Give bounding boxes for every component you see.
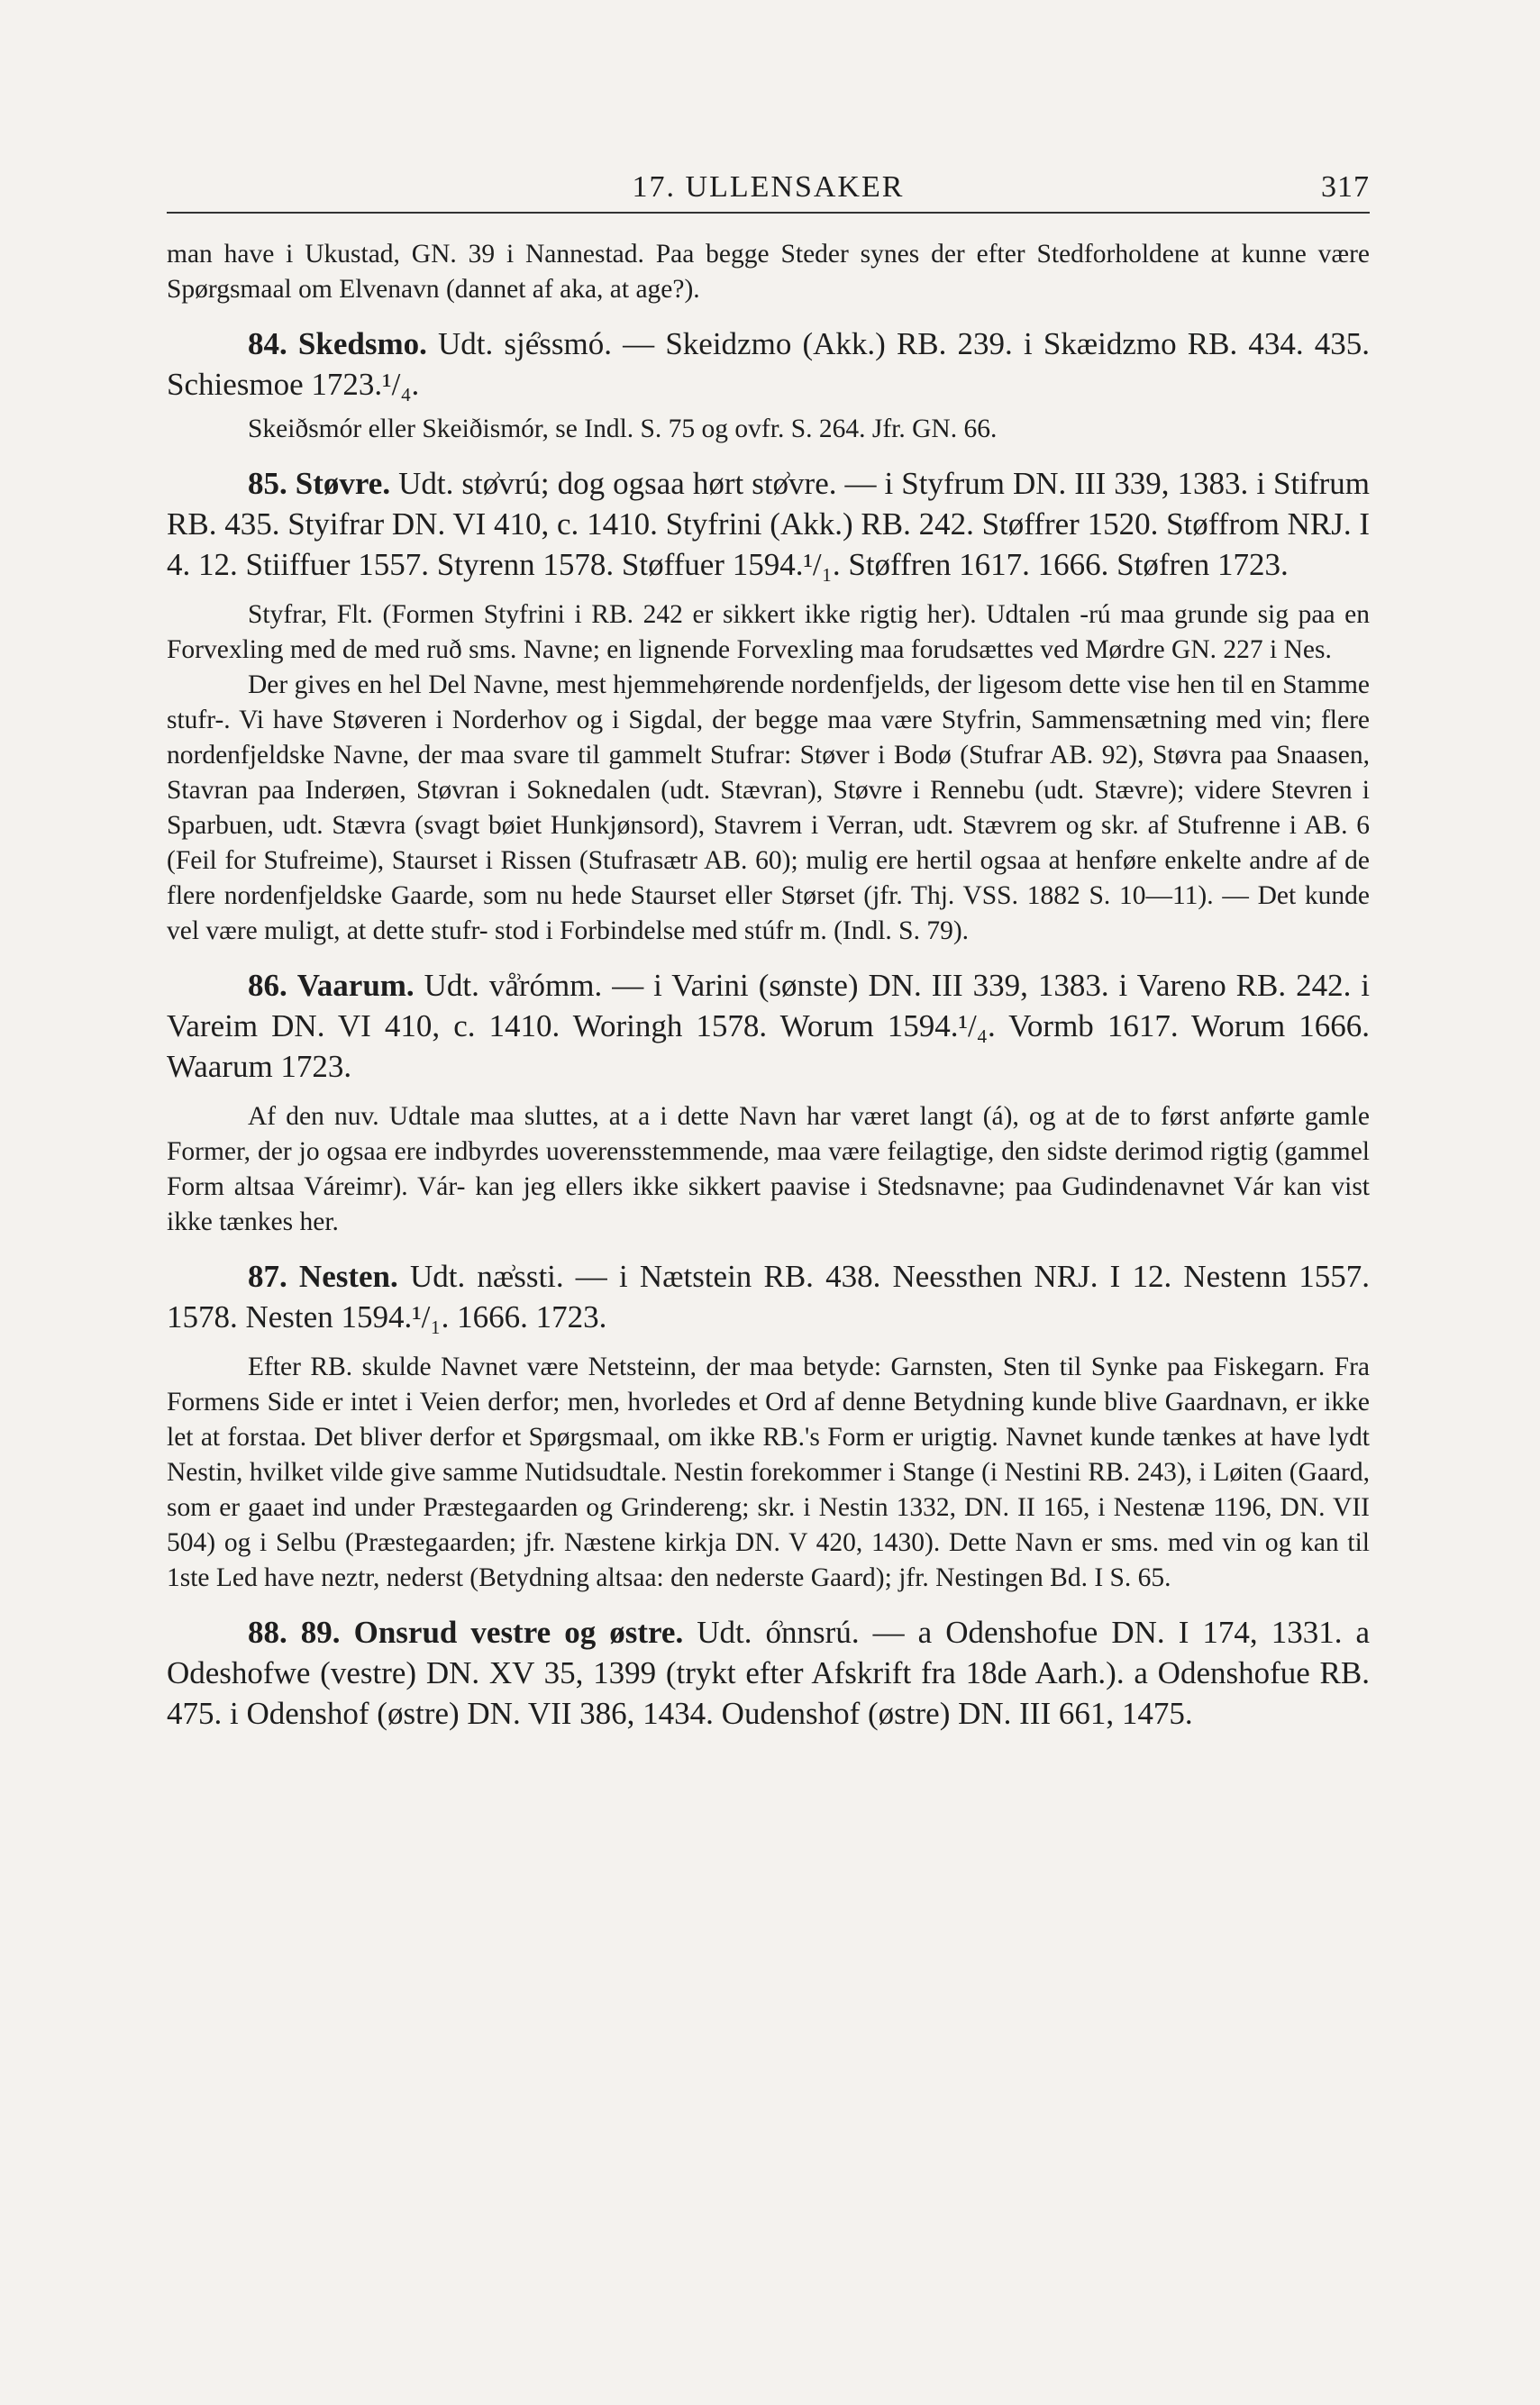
entry-88-number: 88. 89. bbox=[248, 1615, 341, 1650]
entry-85 bbox=[167, 463, 1370, 585]
entry-87-name: Nesten. bbox=[298, 1259, 398, 1294]
entry-88-89 bbox=[167, 1612, 1370, 1734]
entry-86-number: 86. bbox=[248, 968, 287, 1003]
entry-88-text: Udt. ó͗nnsrú. — a Odenshofue DN. I 174, 1331. a Odeshofwe (vestre) DN. XV 35, 1399 (trykt efter Afskrift fra 18de Aarh.). a Odenshofue RB. 475. i Odenshof (østre) DN. VII 386, 1434. Oudenshof (østre) DN. III 661, 1475. bbox=[167, 1615, 1371, 1731]
entry-87-number: 87. bbox=[248, 1259, 287, 1294]
entry-84 bbox=[167, 323, 1370, 405]
entry-85-number: 85. bbox=[248, 466, 287, 501]
page-number: 317 bbox=[1321, 170, 1370, 204]
entry-87-note: Efter RB. skulde Navnet være Netsteinn, der maa betyde: Garnsten, Sten til Synke paa Fiskegarn. Fra Formens Side er intet i Veien derfor; men, hvorledes et Ord af denne Betydning kunde blive Gaardnavn, er ikke let at forstaa. Det bliver derfor et Spørgsmaal, om ikke RB.'s Form er urigtig. Navnet kunde tænkes at have lydt Nestin, hvilket vilde give samme Nutidsudtale. Nestin forekommer i Stange (i Nestini RB. 243), i Løiten (Gaard, som er gaaet ind under Præstegaarden og Grindereng; skr. i Nestin 1332, DN. II 165, i Nestenæ 1196, DN. VII 504) og i Selbu (Præstegaarden; jfr. Næstene kirkja DN. V 420, 1430). Dette Navn er sms. med vin og kan til 1ste Led have neztr, nederst (Betydning altsaa: den nederste Gaard); jfr. Nestingen Bd. I S. 65. bbox=[167, 1353, 1370, 1592]
entry-86 bbox=[167, 965, 1370, 1087]
entry-85-name: Støvre. bbox=[295, 466, 391, 501]
running-header bbox=[167, 158, 1370, 214]
entry-84-name: Skedsmo. bbox=[297, 326, 427, 361]
book-page bbox=[167, 158, 1370, 1734]
chapter-title: 17. ULLENSAKER bbox=[632, 170, 905, 204]
entry-85-text: Udt. stø͗vrú; dog ogsaa hørt stø͗vre. — i Styfrum DN. III 339, 1383. i Stifrum RB. 435. Styifrar DN. VI 410, c. 1410. Styfrini (Akk.) RB. 242. Støffrer 1520. Støffrom NRJ. I 4. 12. Stiiffuer 1557. Styrenn 1578. Støffuer 1594.¹/₁. Støffren 1617. 1666. Støfren 1723. bbox=[167, 466, 1371, 582]
entry-86-text: Udt. vå͗rómm. — i Varini (sønste) DN. III 339, 1383. i Vareno RB. 242. i Vareim DN. VI 410, c. 1410. Woringh 1578. Worum 1594.¹/₄. Vormb 1617. Worum 1666. Waarum 1723. bbox=[167, 968, 1371, 1084]
entry-88-name: Onsrud vestre og østre. bbox=[353, 1615, 684, 1650]
entry-87 bbox=[167, 1256, 1370, 1337]
entry-84-number: 84. bbox=[248, 326, 287, 361]
entry-86-note: Af den nuv. Udtale maa sluttes, at a i dette Navn har været langt (á), og at de to først anførte gamle Former, der jo ogsaa ere indbyrdes uoverensstemmende, maa være feilagtige, den sidste derimod rigtig (gammel Form altsaa Váreimr). Vár- kan jeg ellers ikke sikkert paavise i Stedsnavne; paa Gudindenavnet Vár kan vist ikke tænkes her. bbox=[167, 1102, 1370, 1236]
page-body bbox=[167, 237, 1370, 1734]
entry-86-name: Vaarum. bbox=[296, 968, 415, 1003]
entry-87-text: Udt. næ͗ssti. — i Nætstein RB. 438. Neessthen NRJ. I 12. Nestenn 1557. 1578. Nesten 1594.¹/₁. 1666. 1723. bbox=[167, 1259, 1371, 1335]
entry-84-text: Udt. sjé͗ssmó. — Skeidzmo (Akk.) RB. 239. i Skæidzmo RB. 434. 435. Schiesmoe 1723.¹/₄. bbox=[167, 326, 1371, 402]
intro-paragraph: man have i Ukustad, GN. 39 i Nannestad. Paa begge Steder synes der efter Stedforholdene at kunne være Spørgsmaal om Elvenavn (dannet af aka, at age?). bbox=[167, 240, 1370, 304]
entry-84-note: Skeiðsmór eller Skeiðismór, se Indl. S. 75 og ovfr. S. 264. Jfr. GN. 66. bbox=[248, 414, 998, 443]
entry-85-note-2: Der gives en hel Del Navne, mest hjemmehørende nordenfjelds, der ligesom dette vise hen til en Stamme stufr-. Vi have Støveren i Norderhov og i Sigdal, der begge maa være Styfrin, Sammensætning med vin; flere nordenfjeldske Navne, der maa svare til gammelt Stufrar: Støver i Bodø (Stufrar AB. 92), Støvra paa Snaasen, Stavran paa Inderøen, Støvran i Soknedalen (udt. Stævran), Støvre i Rennebu (udt. Stævre); videre Stevren i Sparbuen, udt. Stævra (svagt bøiet Hunkjønsord), Stavrem i Verran, udt. Stævrem og skr. af Stufrenne i AB. 6 (Feil for Stufreime), Staurset i Rissen (Stufrasætr AB. 60); mulig ere hertil ogsaa at henføre enkelte andre af de flere nordenfjeldske Gaarde, som nu hede Staurset eller Størset (jfr. Thj. VSS. 1882 S. 10—11). — Det kunde vel være muligt, at dette stufr- stod i Forbindelse med stúfr m. (Indl. S. 79). bbox=[167, 670, 1370, 945]
entry-85-note-1: Styfrar, Flt. (Formen Styfrini i RB. 242 er sikkert ikke rigtig her). Udtalen -rú maa grunde sig paa en Forvexling med de med ruð sms. Navne; en lignende Forvexling maa forudsættes ved Mørdre GN. 227 i Nes. bbox=[167, 600, 1370, 664]
